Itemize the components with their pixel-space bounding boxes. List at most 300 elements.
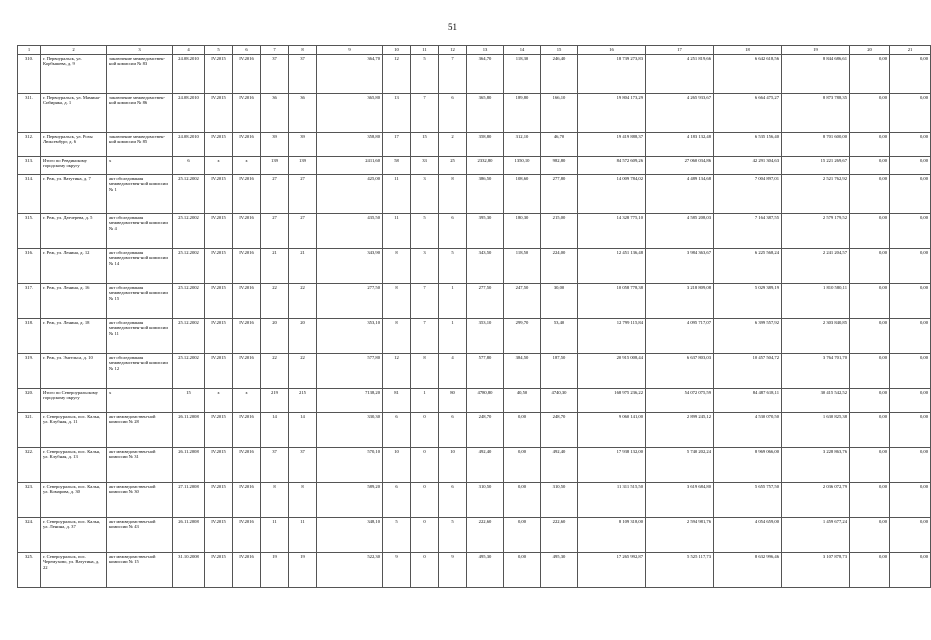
table-cell: 166,10 [541, 94, 578, 133]
table-cell: 25.12.2002 [173, 284, 205, 319]
table-cell: 5 [439, 249, 467, 284]
table-cell: 8 701 600,00 [782, 133, 850, 157]
table-cell: 1 810 580,11 [782, 284, 850, 319]
table-cell: 222,60 [467, 518, 504, 553]
table-cell: IV.2016 [233, 133, 261, 157]
table-cell: IV.2015 [205, 133, 233, 157]
table-cell: 46,70 [541, 133, 578, 157]
table-cell: 168 975 236,22 [578, 389, 646, 413]
table-cell: акт межведомствен-ной комиссии № 31 [107, 448, 173, 483]
table-cell: 319. [18, 354, 41, 389]
table-cell: 0,00 [850, 553, 890, 588]
table-cell: г. Реж, ул. Ленина, д. 12 [41, 249, 107, 284]
table-cell: 118,30 [504, 55, 541, 94]
table-cell: 118,50 [504, 249, 541, 284]
table-cell: акт обследования межведомствен-ной комиссии № 4 [107, 214, 173, 249]
column-number: 14 [504, 46, 541, 55]
table-cell: 4780,80 [467, 389, 504, 413]
table-row [18, 157, 931, 175]
table-cell: IV.2015 [205, 553, 233, 588]
table-cell: 0,00 [504, 518, 541, 553]
table-cell: 22 [261, 354, 289, 389]
table-cell: 3 218 809,08 [646, 284, 714, 319]
table-cell: 277,50 [467, 284, 504, 319]
table-cell: 495,30 [541, 553, 578, 588]
table-cell: 17 [383, 133, 411, 157]
table-cell: 8 844 686,61 [782, 55, 850, 94]
table-cell: 0,00 [504, 448, 541, 483]
table-cell: г. Первоуральск, ул. Розы Люксембург, д. 6 [41, 133, 107, 157]
table-cell: 0,00 [850, 413, 890, 448]
table-cell: 219 [261, 389, 289, 413]
table-cell: 18 739 273,83 [578, 55, 646, 94]
table-cell: 19 [289, 553, 317, 588]
table-cell: 365,80 [467, 94, 504, 133]
table-cell: акт обследования межведомствен-ной комиссии № 14 [107, 249, 173, 284]
table-cell: 2 [439, 133, 467, 157]
column-number: 12 [439, 46, 467, 55]
table-cell: 8 [383, 249, 411, 284]
table-cell: 3 [411, 249, 439, 284]
table-cell: 0,00 [890, 319, 931, 354]
table-cell: акт обследования межведомствен-ной комиссии № 15 [107, 284, 173, 319]
table-cell: 26.11.2008 [173, 448, 205, 483]
column-number: 20 [850, 46, 890, 55]
table-cell: IV.2015 [205, 483, 233, 518]
table-cell: 4740,30 [541, 389, 578, 413]
table-cell: 0,00 [850, 319, 890, 354]
table-cell: 5 655 757,50 [714, 483, 782, 518]
table-cell: 0 [411, 483, 439, 518]
table-row [18, 55, 931, 94]
table-cell: 4 265 933,67 [646, 94, 714, 133]
table-cell: 80 [439, 389, 467, 413]
table-cell: 4 585 208,03 [646, 214, 714, 249]
table-cell: 1 [411, 389, 439, 413]
table-cell: 386,50 [467, 175, 504, 214]
table-cell: 215,00 [541, 214, 578, 249]
table-cell: 982,80 [541, 157, 578, 175]
table-cell: IV.2016 [233, 319, 261, 354]
table-cell: 22 [289, 354, 317, 389]
table-cell: 6 [439, 214, 467, 249]
table-cell: заключение межведомствен-ной комиссии № 86 [107, 94, 173, 133]
table-row [18, 284, 931, 319]
table-cell: 0,00 [850, 249, 890, 284]
table-row [18, 354, 931, 389]
table-cell: 6 [383, 413, 411, 448]
table-cell: IV.2015 [205, 319, 233, 354]
table-cell: 5 [439, 518, 467, 553]
table-cell: IV.2015 [205, 448, 233, 483]
table-cell: 20 915 008,44 [578, 354, 646, 389]
table-cell: IV.2015 [205, 94, 233, 133]
table-cell: 5 [411, 214, 439, 249]
table-cell: 5 525 117,73 [646, 553, 714, 588]
table-cell: 10 [383, 448, 411, 483]
table-cell: 5 029 389,19 [714, 284, 782, 319]
column-number: 5 [205, 46, 233, 55]
table-row [18, 133, 931, 157]
table-cell: 4 054 659,00 [714, 518, 782, 553]
table-cell: 27 [289, 214, 317, 249]
table-cell: 22 [289, 284, 317, 319]
table-cell: IV.2015 [205, 214, 233, 249]
table-cell: 10 058 778,38 [578, 284, 646, 319]
column-number: 9 [317, 46, 383, 55]
table-cell: 570,10 [317, 448, 383, 483]
column-number: 21 [890, 46, 931, 55]
table-cell: IV.2015 [205, 284, 233, 319]
table-cell: 0,00 [850, 518, 890, 553]
table-cell: 0 [411, 553, 439, 588]
table-cell: г. Североуральск, пос. Черемухово, ул. Ватутина, д. 22 [41, 553, 107, 588]
table-cell: 0,00 [890, 413, 931, 448]
table-cell: x [233, 389, 261, 413]
table-cell: 8 [289, 483, 317, 518]
table-cell: г. Первоуральск, ул. Корбышева, д. 9 [41, 55, 107, 94]
table-cell: 19 [261, 553, 289, 588]
table-cell: 25.12.2002 [173, 175, 205, 214]
table-cell: 31.10.2008 [173, 553, 205, 588]
table-cell: IV.2015 [205, 249, 233, 284]
table-cell: 0,00 [890, 214, 931, 249]
table-cell: г. Североуральск, пос. Калья, ул. Клубная, д. 13 [41, 448, 107, 483]
column-number-row [18, 46, 931, 55]
table-cell: 9 060 141,00 [578, 413, 646, 448]
table-cell: 318. [18, 319, 41, 354]
table-cell: 54 072 075,59 [646, 389, 714, 413]
table-cell: 26.11.2008 [173, 413, 205, 448]
table-cell: 180,30 [504, 214, 541, 249]
table-cell: 3 764 701,70 [782, 354, 850, 389]
table-cell: 11 [383, 214, 411, 249]
table-cell: 0,00 [890, 354, 931, 389]
table-cell: 395,30 [467, 214, 504, 249]
table-cell: 0,00 [850, 448, 890, 483]
table-cell: 7 [411, 94, 439, 133]
table-cell: IV.2015 [205, 55, 233, 94]
table-cell: 6 [173, 157, 205, 175]
table-cell: IV.2015 [205, 175, 233, 214]
column-number: 13 [467, 46, 504, 55]
column-number: 18 [714, 46, 782, 55]
housing-table [17, 45, 931, 588]
table-cell: 1 630 825,38 [782, 413, 850, 448]
table-cell: 353,10 [467, 319, 504, 354]
table-cell: 8 [261, 483, 289, 518]
table-cell: 311. [18, 94, 41, 133]
table-cell: 215 [289, 389, 317, 413]
table-cell: 310. [18, 55, 41, 94]
column-number: 1 [18, 46, 41, 55]
table-cell: 492,40 [467, 448, 504, 483]
table-cell: 6 225 568,24 [714, 249, 782, 284]
table-cell: г. Североуральск, пос. Калья, ул. Клубная, д. 11 [41, 413, 107, 448]
column-number: 6 [233, 46, 261, 55]
table-cell: 435,50 [317, 214, 383, 249]
table-cell: 6 [439, 483, 467, 518]
table-cell: 9 [439, 553, 467, 588]
table-cell: 6 637 803,03 [646, 354, 714, 389]
table-cell: 12 [383, 55, 411, 94]
table-cell: 6 [383, 483, 411, 518]
table-cell: г. Реж, ул. Энгельса, д. 10 [41, 354, 107, 389]
table-cell: 5 [383, 518, 411, 553]
table-cell: 11 [289, 518, 317, 553]
table-cell: 246,40 [541, 55, 578, 94]
table-cell: 0,00 [850, 284, 890, 319]
table-cell: 30,00 [541, 284, 578, 319]
table-cell: 2 241 204,57 [782, 249, 850, 284]
table-cell: 14 [261, 413, 289, 448]
table-cell: 25.12.2002 [173, 214, 205, 249]
table-cell: 1350,10 [504, 157, 541, 175]
table-row [18, 413, 931, 448]
table-cell: 0,00 [890, 518, 931, 553]
table-cell: 358,80 [317, 133, 383, 157]
column-number: 8 [289, 46, 317, 55]
table-cell: IV.2016 [233, 214, 261, 249]
table-cell: 0,00 [890, 553, 931, 588]
table-cell: 25 [439, 157, 467, 175]
table-cell: IV.2016 [233, 354, 261, 389]
table-cell: 42 291 304,63 [714, 157, 782, 175]
table-cell: Итого по Ревдинскому городскому округу [41, 157, 107, 175]
table-row [18, 518, 931, 553]
table-cell: 321. [18, 413, 41, 448]
table-cell: 3 619 684,80 [646, 483, 714, 518]
table-cell: акт межведомствен-ной комиссии № 30 [107, 483, 173, 518]
page-number: 51 [448, 22, 457, 32]
table-cell: 3 228 863,76 [782, 448, 850, 483]
table-cell: 39 [289, 133, 317, 157]
table-cell: 12 799 115,84 [578, 319, 646, 354]
table-cell: 58 [383, 157, 411, 175]
table-cell: 6 535 156,40 [714, 133, 782, 157]
table-cell: 0,00 [890, 175, 931, 214]
table-cell: 19 419 888,37 [578, 133, 646, 157]
table-cell: г. Североуральск, пос. Калья, ул. Ленина, д. 37 [41, 518, 107, 553]
table-cell: 2 303 840,85 [782, 319, 850, 354]
table-cell: 0,00 [850, 483, 890, 518]
table-cell: 20 [289, 319, 317, 354]
table-cell: IV.2016 [233, 553, 261, 588]
table-cell: 310,50 [541, 483, 578, 518]
table-cell: IV.2016 [233, 175, 261, 214]
table-cell: 577,80 [317, 354, 383, 389]
table-cell: 2 521 762,92 [782, 175, 850, 214]
table-cell: 348,10 [317, 518, 383, 553]
table-cell: 315. [18, 214, 41, 249]
table-row [18, 94, 931, 133]
table-cell: 81 [383, 389, 411, 413]
table-cell: 27 [289, 175, 317, 214]
table-cell: 330,30 [317, 413, 383, 448]
table-cell: 6 [439, 94, 467, 133]
table-cell: г. Реж, ул. Ватутина, д. 7 [41, 175, 107, 214]
table-cell: 17 938 132,00 [578, 448, 646, 483]
table-cell: Итого по Североуральскому городскому округу [41, 389, 107, 413]
table-cell: 8 969 066,00 [714, 448, 782, 483]
table-cell: 0,00 [504, 413, 541, 448]
table-cell: акт обследования межведомствен-ной комиссии № 11 [107, 319, 173, 354]
table-cell: 139 [261, 157, 289, 175]
table-cell: 27.11.2008 [173, 483, 205, 518]
table-cell: 24.08.2010 [173, 55, 205, 94]
table-cell: 37 [289, 448, 317, 483]
table-cell: 53,40 [541, 319, 578, 354]
table-cell: 4 095 717,07 [646, 319, 714, 354]
table-cell: 13 [383, 94, 411, 133]
table-cell: 17 265 992,87 [578, 553, 646, 588]
table-cell: 10 [439, 448, 467, 483]
table-cell: 187,50 [541, 354, 578, 389]
table-cell: 1 459 677,24 [782, 518, 850, 553]
table-cell: 189,80 [504, 94, 541, 133]
table-cell: IV.2016 [233, 448, 261, 483]
table-cell: г. Североуральск, пос. Калья, ул. Комарова, д. 30 [41, 483, 107, 518]
column-number: 19 [782, 46, 850, 55]
table-cell: 25.12.2002 [173, 354, 205, 389]
table-cell: 37 [289, 55, 317, 94]
table-cell: 0,00 [890, 483, 931, 518]
table-cell: 495,30 [467, 553, 504, 588]
table-cell: 0,00 [504, 483, 541, 518]
table-cell: 7 164 387,55 [714, 214, 782, 249]
column-number: 10 [383, 46, 411, 55]
table-cell: 26.11.2008 [173, 518, 205, 553]
column-number: 17 [646, 46, 714, 55]
table-cell: 24.08.2010 [173, 133, 205, 157]
table-cell: 0 [411, 518, 439, 553]
table-cell: 0,00 [850, 175, 890, 214]
table-cell: 0,00 [890, 94, 931, 133]
table-cell: 6 664 475,27 [714, 94, 782, 133]
table-cell: 0,00 [850, 157, 890, 175]
column-number: 7 [261, 46, 289, 55]
table-cell: 30 415 542,52 [782, 389, 850, 413]
table-cell: 0,00 [890, 284, 931, 319]
table-cell: 7 [411, 319, 439, 354]
table-cell: г. Реж, ул. Датчерева, д. 5 [41, 214, 107, 249]
table-cell: IV.2015 [205, 413, 233, 448]
table-cell: 25.12.2002 [173, 249, 205, 284]
table-cell: 7138,20 [317, 389, 383, 413]
table-cell: 8 109 318,00 [578, 518, 646, 553]
table-cell: акт межведомствен-ной комиссии № 28 [107, 413, 173, 448]
table-cell: акт межведомствен-ной комиссии № 43 [107, 518, 173, 553]
table-cell: 4 251 819,66 [646, 55, 714, 94]
table-cell: 8 [383, 319, 411, 354]
table-cell: 425,00 [317, 175, 383, 214]
table-cell: 0,00 [850, 94, 890, 133]
table-row [18, 483, 931, 518]
table-cell: 11 [261, 518, 289, 553]
table-cell: 84 572 609,26 [578, 157, 646, 175]
table-cell: 0 [411, 413, 439, 448]
table-cell: IV.2016 [233, 518, 261, 553]
table-cell: 8 [383, 284, 411, 319]
table-cell: IV.2016 [233, 413, 261, 448]
table-cell: 24.08.2010 [173, 94, 205, 133]
table-cell: 14 328 775,10 [578, 214, 646, 249]
table-cell: 322. [18, 448, 41, 483]
column-number: 3 [107, 46, 173, 55]
table-cell: 8 [411, 354, 439, 389]
table-cell: 312. [18, 133, 41, 157]
table-cell: 0,00 [890, 133, 931, 157]
table-cell: 343,50 [467, 249, 504, 284]
table-cell: 4 183 132,48 [646, 133, 714, 157]
table-cell: акт обследования межведомствен-ной комиссии № 12 [107, 354, 173, 389]
table-cell: 313. [18, 157, 41, 175]
table-cell: IV.2016 [233, 284, 261, 319]
table-cell: 589,20 [317, 483, 383, 518]
table-cell: 365,80 [317, 94, 383, 133]
table-cell: 317. [18, 284, 41, 319]
column-number: 4 [173, 46, 205, 55]
table-row [18, 389, 931, 413]
table-cell: 27 [261, 175, 289, 214]
table-cell: 6 [439, 413, 467, 448]
table-cell: 3 984 363,67 [646, 249, 714, 284]
table-cell: 0,00 [850, 389, 890, 413]
table-cell: 2 594 981,76 [646, 518, 714, 553]
table-cell: 364,70 [317, 55, 383, 94]
table-cell: акт межведомствен-ной комиссии № 15 [107, 553, 173, 588]
table-cell: 320. [18, 389, 41, 413]
table-cell: 314. [18, 175, 41, 214]
table-cell: 5 [411, 55, 439, 94]
table-cell: 14 [289, 413, 317, 448]
table-cell: г. Реж, ул. Ленина, д. 18 [41, 319, 107, 354]
table-cell: 39 [261, 133, 289, 157]
table-cell: 0,00 [850, 354, 890, 389]
table-cell: 299,70 [504, 319, 541, 354]
table-cell: 25.12.2002 [173, 319, 205, 354]
table-cell: 8 [439, 175, 467, 214]
table-cell: 9 [383, 553, 411, 588]
table-cell: 15 221 269,67 [782, 157, 850, 175]
table-cell: 12 [383, 354, 411, 389]
table-cell: 3 107 878,73 [782, 553, 850, 588]
table-cell: 21 [261, 249, 289, 284]
table-cell: 37 [261, 55, 289, 94]
table-cell: 277,50 [317, 284, 383, 319]
table-cell: 11 311 515,50 [578, 483, 646, 518]
table-cell: 15 [173, 389, 205, 413]
table-cell: 316. [18, 249, 41, 284]
table-cell: 2332,80 [467, 157, 504, 175]
table-cell: 312,10 [504, 133, 541, 157]
table-cell: IV.2015 [205, 354, 233, 389]
table-row [18, 249, 931, 284]
table-cell: 224,00 [541, 249, 578, 284]
table-cell: 27 [261, 214, 289, 249]
table-cell: IV.2016 [233, 94, 261, 133]
table-cell: акт обследования межведомствен-ной комиссии № 1 [107, 175, 173, 214]
column-number: 2 [41, 46, 107, 55]
table-cell: 139 [289, 157, 317, 175]
table-cell: 22 [261, 284, 289, 319]
table-cell: 11 [383, 175, 411, 214]
table-cell: 364,70 [467, 55, 504, 94]
table-cell: 0,00 [850, 133, 890, 157]
table-cell: 0,00 [890, 157, 931, 175]
table-cell: 248,70 [541, 413, 578, 448]
table-cell: 522,30 [317, 553, 383, 588]
